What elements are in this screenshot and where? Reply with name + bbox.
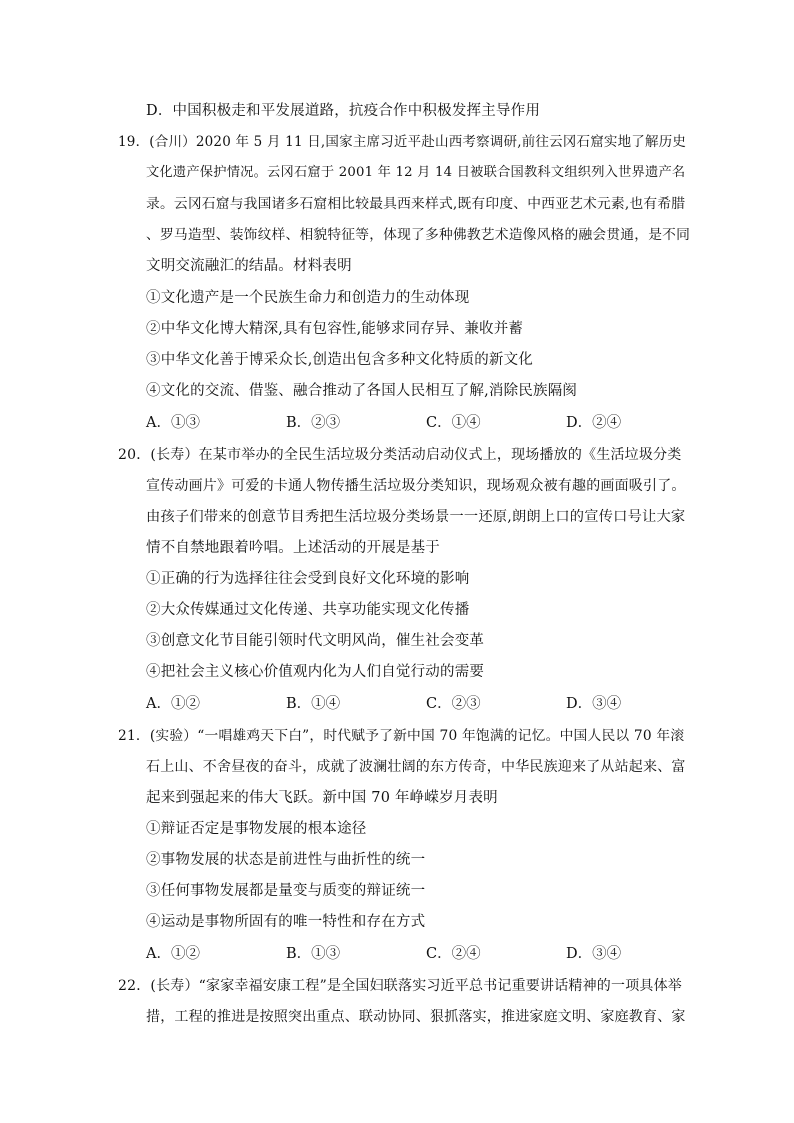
q19-option-c[interactable]: C．①④	[426, 415, 481, 431]
q19-options	[146, 413, 706, 433]
q19-option-d[interactable]: D．②④	[566, 415, 622, 431]
q19-option-a[interactable]: A．①③	[146, 415, 200, 431]
q19-statement-3: ③中华文化善于博采众长,创造出包含多种文化特质的新文化	[146, 352, 534, 368]
q22-stem-line: 22．(长寿）“家家幸福安康工程”是全国妇联落实习近平总书记重要讲话精神的一项具体举	[118, 978, 682, 994]
q21-statement-1: ①辩证否定是事物发展的根本途径	[146, 821, 367, 837]
q19-stem-line: 文化遗产保护情况。云冈石窟于 2001 年 12 月 14 日被联合国教科文组织列入世界遗产名	[146, 165, 686, 180]
q21-statement-3: ③任何事物发展都是量变与质变的辩证统一	[146, 883, 426, 899]
q21-option-d[interactable]: D．③④	[566, 946, 622, 962]
q20-option-b[interactable]: B．①④	[286, 696, 341, 712]
q19-stem-line: 文明交流融汇的结晶。材料表明	[146, 258, 352, 274]
q22-stem-line: 措，工程的推进是按照突出重点、联动协同、狠抓落实，推进家庭文明、家庭教育、家	[146, 1009, 686, 1025]
q19-stem-line: 录。云冈石窟与我国诸多石窟相比较最具西来样式,既有印度、中西亚艺术元素,也有希腊	[146, 196, 686, 212]
q19-statement-2: ②中华文化博大精深,具有包容性,能够求同存异、兼收并蓄	[146, 321, 524, 337]
q20-statement-4: ④把社会主义核心价值观内化为人们自觉行动的需要	[146, 664, 485, 680]
q20-stem-line: 20．(长寿）在某市举办的全民生活垃圾分类活动启动仪式上，现场播放的《生活垃圾分类	[118, 447, 682, 463]
q21-stem-line: 21．(实验）“一唱雄鸡天下白”，时代赋予了新中国 70 年饱满的记忆。中国人民以 70 年滚	[118, 728, 685, 744]
q19-statement-1: ①文化遗产是一个民族生命力和创造力的生动体现	[146, 290, 470, 306]
q21-stem-line: 石上山、不舍昼夜的奋斗，成就了波澜壮阔的东方传奇，中华民族迎来了从站起来、富	[146, 759, 686, 775]
q18-option-d: D．中国积极走和平发展道路，抗疫合作中积极发挥主导作用	[146, 103, 541, 119]
q21-option-b[interactable]: B．①③	[286, 946, 341, 962]
q19-statement-4: ④文化的交流、借鉴、融合推动了各国人民相互了解,消除民族隔阂	[146, 383, 578, 399]
q20-option-c[interactable]: C．②③	[426, 696, 481, 712]
q21-statement-2: ②事物发展的状态是前进性与曲折性的统一	[146, 852, 426, 868]
q21-option-a[interactable]: A．①②	[146, 946, 200, 962]
q20-option-a[interactable]: A．①②	[146, 696, 200, 712]
q20-stem-line: 由孩子们带来的创意节目秀把生活垃圾分类场景一一还原,朗朗上口的宣传口号让大家	[146, 509, 686, 525]
q21-option-c[interactable]: C．②④	[426, 946, 481, 962]
q20-stem-line: 宣传动画片》可爱的卡通人物传播生活垃圾分类知识，现场观众被有趣的画面吸引了。	[146, 478, 686, 494]
q20-options	[146, 694, 706, 714]
q20-statement-2: ②大众传媒通过文化传递、共享功能实现文化传播	[146, 602, 470, 618]
q20-statement-3: ③创意文化节目能引领时代文明风尚，催生社会变革	[146, 633, 485, 649]
q20-stem-line: 情不自禁地跟着吟唱。上述活动的开展是基于	[146, 540, 440, 556]
q20-option-d[interactable]: D．③④	[566, 696, 622, 712]
q19-option-b[interactable]: B．②③	[286, 415, 341, 431]
q21-stem-line: 起来到强起来的伟大飞跃。新中国 70 年峥嵘岁月表明	[146, 790, 498, 806]
q21-options	[146, 944, 706, 964]
q21-statement-4: ④运动是事物所固有的唯一特性和存在方式	[146, 914, 426, 930]
q19-stem-line: 、罗马造型、装饰纹样、相貌特征等，体现了多种佛教艺术造像风格的融会贯通，是不同	[146, 227, 691, 243]
q19-stem-line: 19．(合川）2020 年 5 月 11 日,国家主席习近平赴山西考察调研,前往云冈石窟实地了解历史	[118, 134, 687, 150]
q20-statement-1: ①正确的行为选择往往会受到良好文化环境的影响	[146, 571, 470, 587]
